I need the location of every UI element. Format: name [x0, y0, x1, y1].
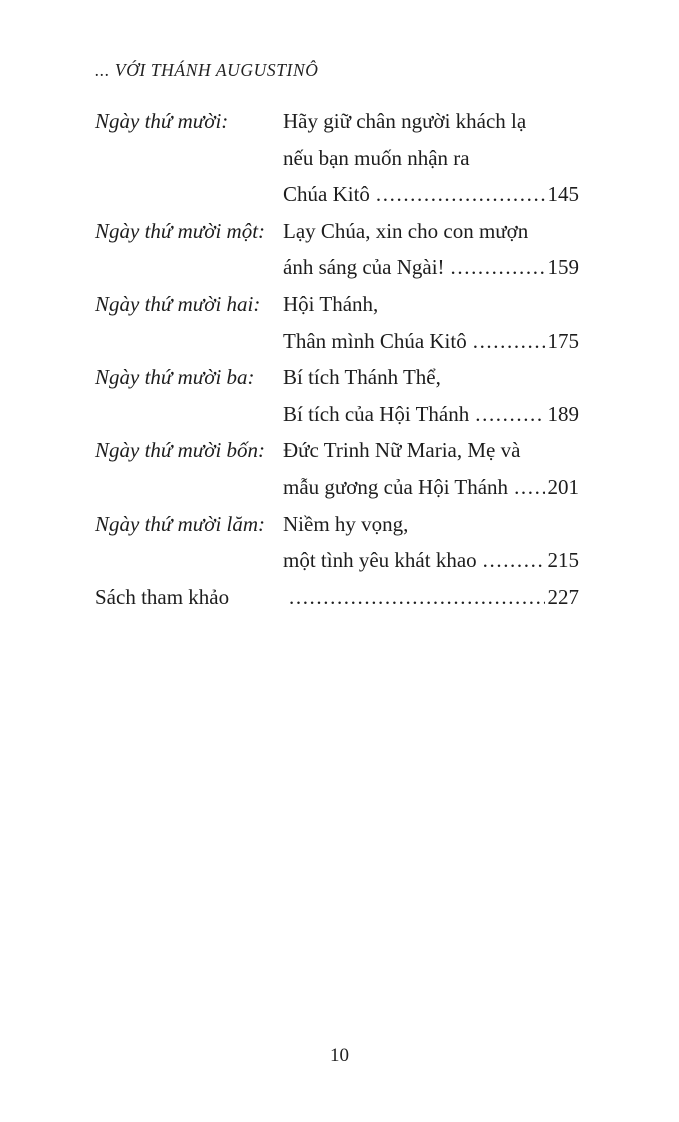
toc-entry-title-line: Hãy giữ chân người khách lạ	[283, 109, 527, 133]
toc-entry-title	[283, 213, 579, 286]
toc-entry-title	[283, 579, 579, 616]
toc-entry-page-number: 201	[547, 474, 579, 499]
toc-entry-title-text: ánh sáng của Ngài!	[283, 255, 445, 280]
dot-leader	[483, 542, 545, 579]
toc-entry-leader-line	[283, 542, 579, 579]
dot-leader	[289, 579, 545, 616]
toc-entry-page-number: 215	[547, 548, 579, 573]
toc-entry	[95, 579, 579, 616]
toc-entry-leader-line	[283, 396, 579, 433]
toc-entry-title-line: Niềm hy vọng,	[283, 511, 409, 536]
toc-entry-label: Sách tham khảo	[95, 584, 230, 609]
toc-entry	[95, 103, 579, 213]
toc-entry-page-number: 175	[547, 328, 579, 353]
toc-entry	[95, 359, 579, 432]
toc-entry	[95, 432, 579, 505]
toc-entry-page-number: 159	[547, 255, 579, 280]
toc-entry-title	[283, 432, 579, 505]
toc-entry-leader-line	[283, 323, 579, 360]
page-number: 10	[330, 1045, 349, 1066]
toc-entry-leader-line	[283, 469, 579, 506]
toc-entry-title-line: Bí tích Thánh Thể,	[283, 365, 441, 390]
toc-entry-title-line: Đức Trinh Nữ Maria, Mẹ và	[283, 438, 521, 463]
toc-entry-title-text: một tình yêu khát khao	[283, 548, 477, 573]
toc-entry-page-number: 145	[547, 182, 579, 207]
page-footer	[0, 1045, 679, 1067]
toc-entry-label: Ngày thứ mười ba:	[95, 365, 255, 390]
toc-entry-label: Ngày thứ mười hai:	[95, 291, 261, 316]
toc-entry-page-number: 227	[547, 584, 579, 609]
toc-entry-title-text: Thân mình Chúa Kitô	[283, 328, 467, 353]
toc-entry-page-number: 189	[547, 401, 579, 426]
dot-leader	[514, 469, 544, 506]
toc-entry-title-text: Chúa Kitô	[283, 182, 370, 207]
toc-entry	[95, 286, 579, 359]
toc-entry-title-line: nếu bạn muốn nhận ra	[283, 145, 470, 170]
toc-entry-title-line: Lạy Chúa, xin cho con mượn	[283, 218, 529, 243]
toc-entry	[95, 213, 579, 286]
toc-entry-leader-line	[283, 176, 579, 213]
running-header: ... VỚI THÁNH AUGUSTINÔ	[95, 60, 319, 80]
toc-entry-label: Ngày thứ mười bốn:	[95, 438, 266, 463]
table-of-contents	[95, 103, 579, 615]
toc-entry-leader-line	[283, 249, 579, 286]
toc-entry-label: Ngày thứ mười lăm:	[95, 511, 266, 536]
toc-entry-title-text: mẫu gương của Hội Thánh	[283, 474, 509, 499]
toc-entry-leader-line	[283, 579, 579, 616]
toc-entry-title	[283, 359, 579, 432]
toc-entry-title	[283, 103, 579, 213]
toc-entry-label: Ngày thứ mười một:	[95, 218, 266, 243]
dot-leader	[475, 396, 544, 433]
toc-entry	[95, 506, 579, 579]
dot-leader	[376, 176, 545, 213]
toc-entry-label: Ngày thứ mười:	[95, 109, 229, 133]
toc-entry-title-line: Hội Thánh,	[283, 291, 379, 316]
toc-entry-title	[283, 286, 579, 359]
dot-leader	[451, 249, 545, 286]
dot-leader	[473, 323, 545, 360]
toc-entry-title-text: Bí tích của Hội Thánh	[283, 401, 470, 426]
toc-entry-title	[283, 506, 579, 579]
